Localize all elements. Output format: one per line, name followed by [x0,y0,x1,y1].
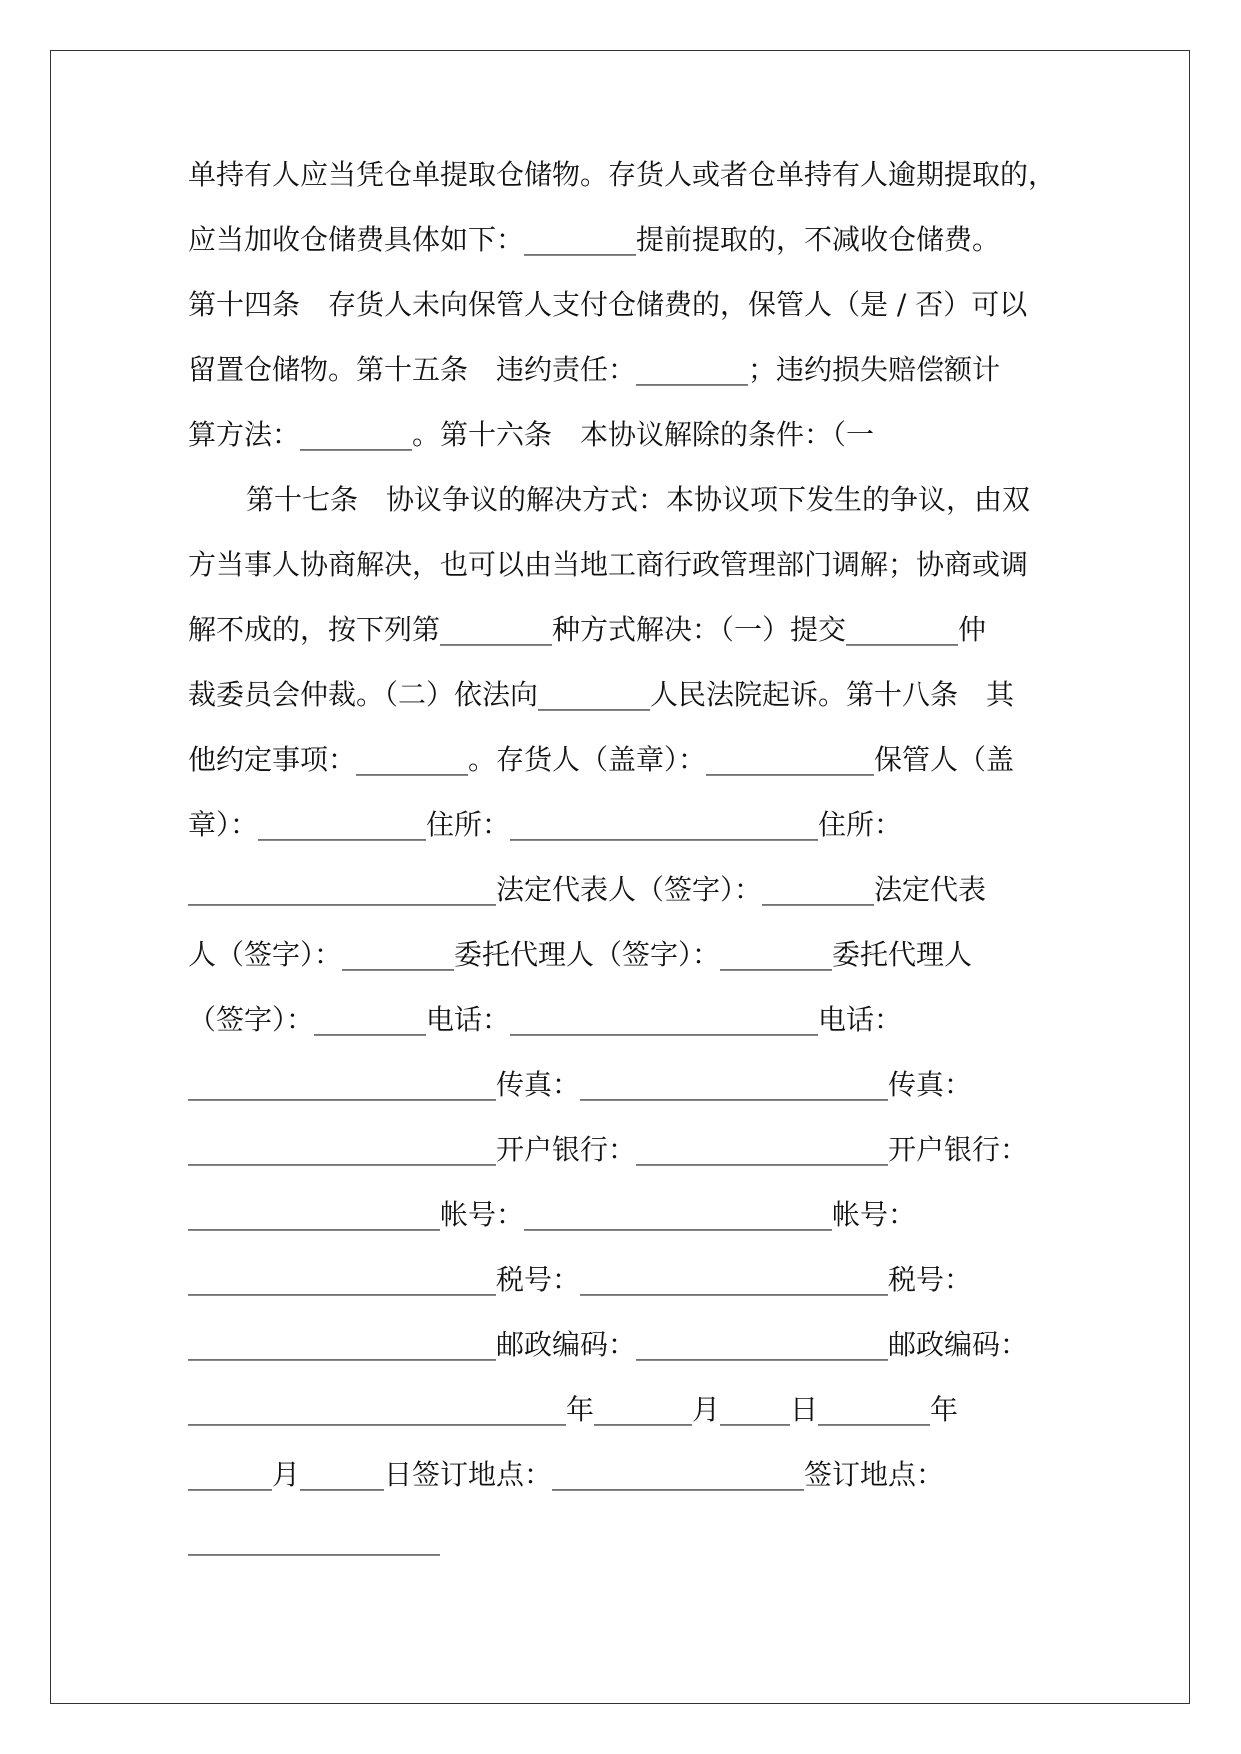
document-line: ______________________邮政编码：__________________邮政编码： [188,1328,1029,1361]
document-line: 第十四条 存货人未向保管人支付仓储费的，保管人（是 / 否）可以 [188,288,1028,321]
document-line: ______________________传真：______________________传真： [188,1068,973,1101]
document-line: （签字）：________电话：______________________电话： [188,1003,903,1036]
document-line: 他约定事项：________。存货人（盖章）：____________保管人（盖 [188,743,1015,776]
document-line: __________________帐号：______________________帐号： [188,1198,917,1231]
document-line: ______________________税号：______________________税号： [188,1263,973,1296]
document-line: 算方法：________。第十六条 本协议解除的条件：（一 [188,418,875,451]
document-line: ______月______日签订地点：__________________签订地点： [188,1458,945,1491]
document-line: ______________________开户银行：__________________开户银行： [188,1133,1029,1166]
document-line: ______________________法定代表人（签字）：________法定代表 [188,873,987,906]
document-line: 应当加收仓储费具体如下：________提前提取的，不减收仓储费。 [188,223,1001,256]
document-line: 解不成的，按下列第________种方式解决：（一）提交________仲 [188,613,987,646]
document-line: ___________________________年_______月_____日________年 [188,1393,959,1426]
document-line: 留置仓储物。第十五条 违约责任：________；违约损失赔偿额计 [188,353,1001,386]
document-line: 裁委员会仲裁。（二）依法向________人民法院起诉。第十八条 其 [188,678,1015,711]
document-line: 第十七条 协议争议的解决方式：本协议项下发生的争议，由双 [246,483,1031,516]
document-line: __________________ [188,1523,440,1556]
document-body [188,158,1068,1588]
document-line: 方当事人协商解决，也可以由当地工商行政管理部门调解；协商或调 [188,548,1029,581]
document-line: 人（签字）：________委托代理人（签字）：________委托代理人 [188,938,973,971]
document-line: 章）：____________住所：______________________住所： [188,808,903,841]
document-line: 单持有人应当凭仓单提取仓储物。存货人或者仓单持有人逾期提取的， [188,158,1057,191]
